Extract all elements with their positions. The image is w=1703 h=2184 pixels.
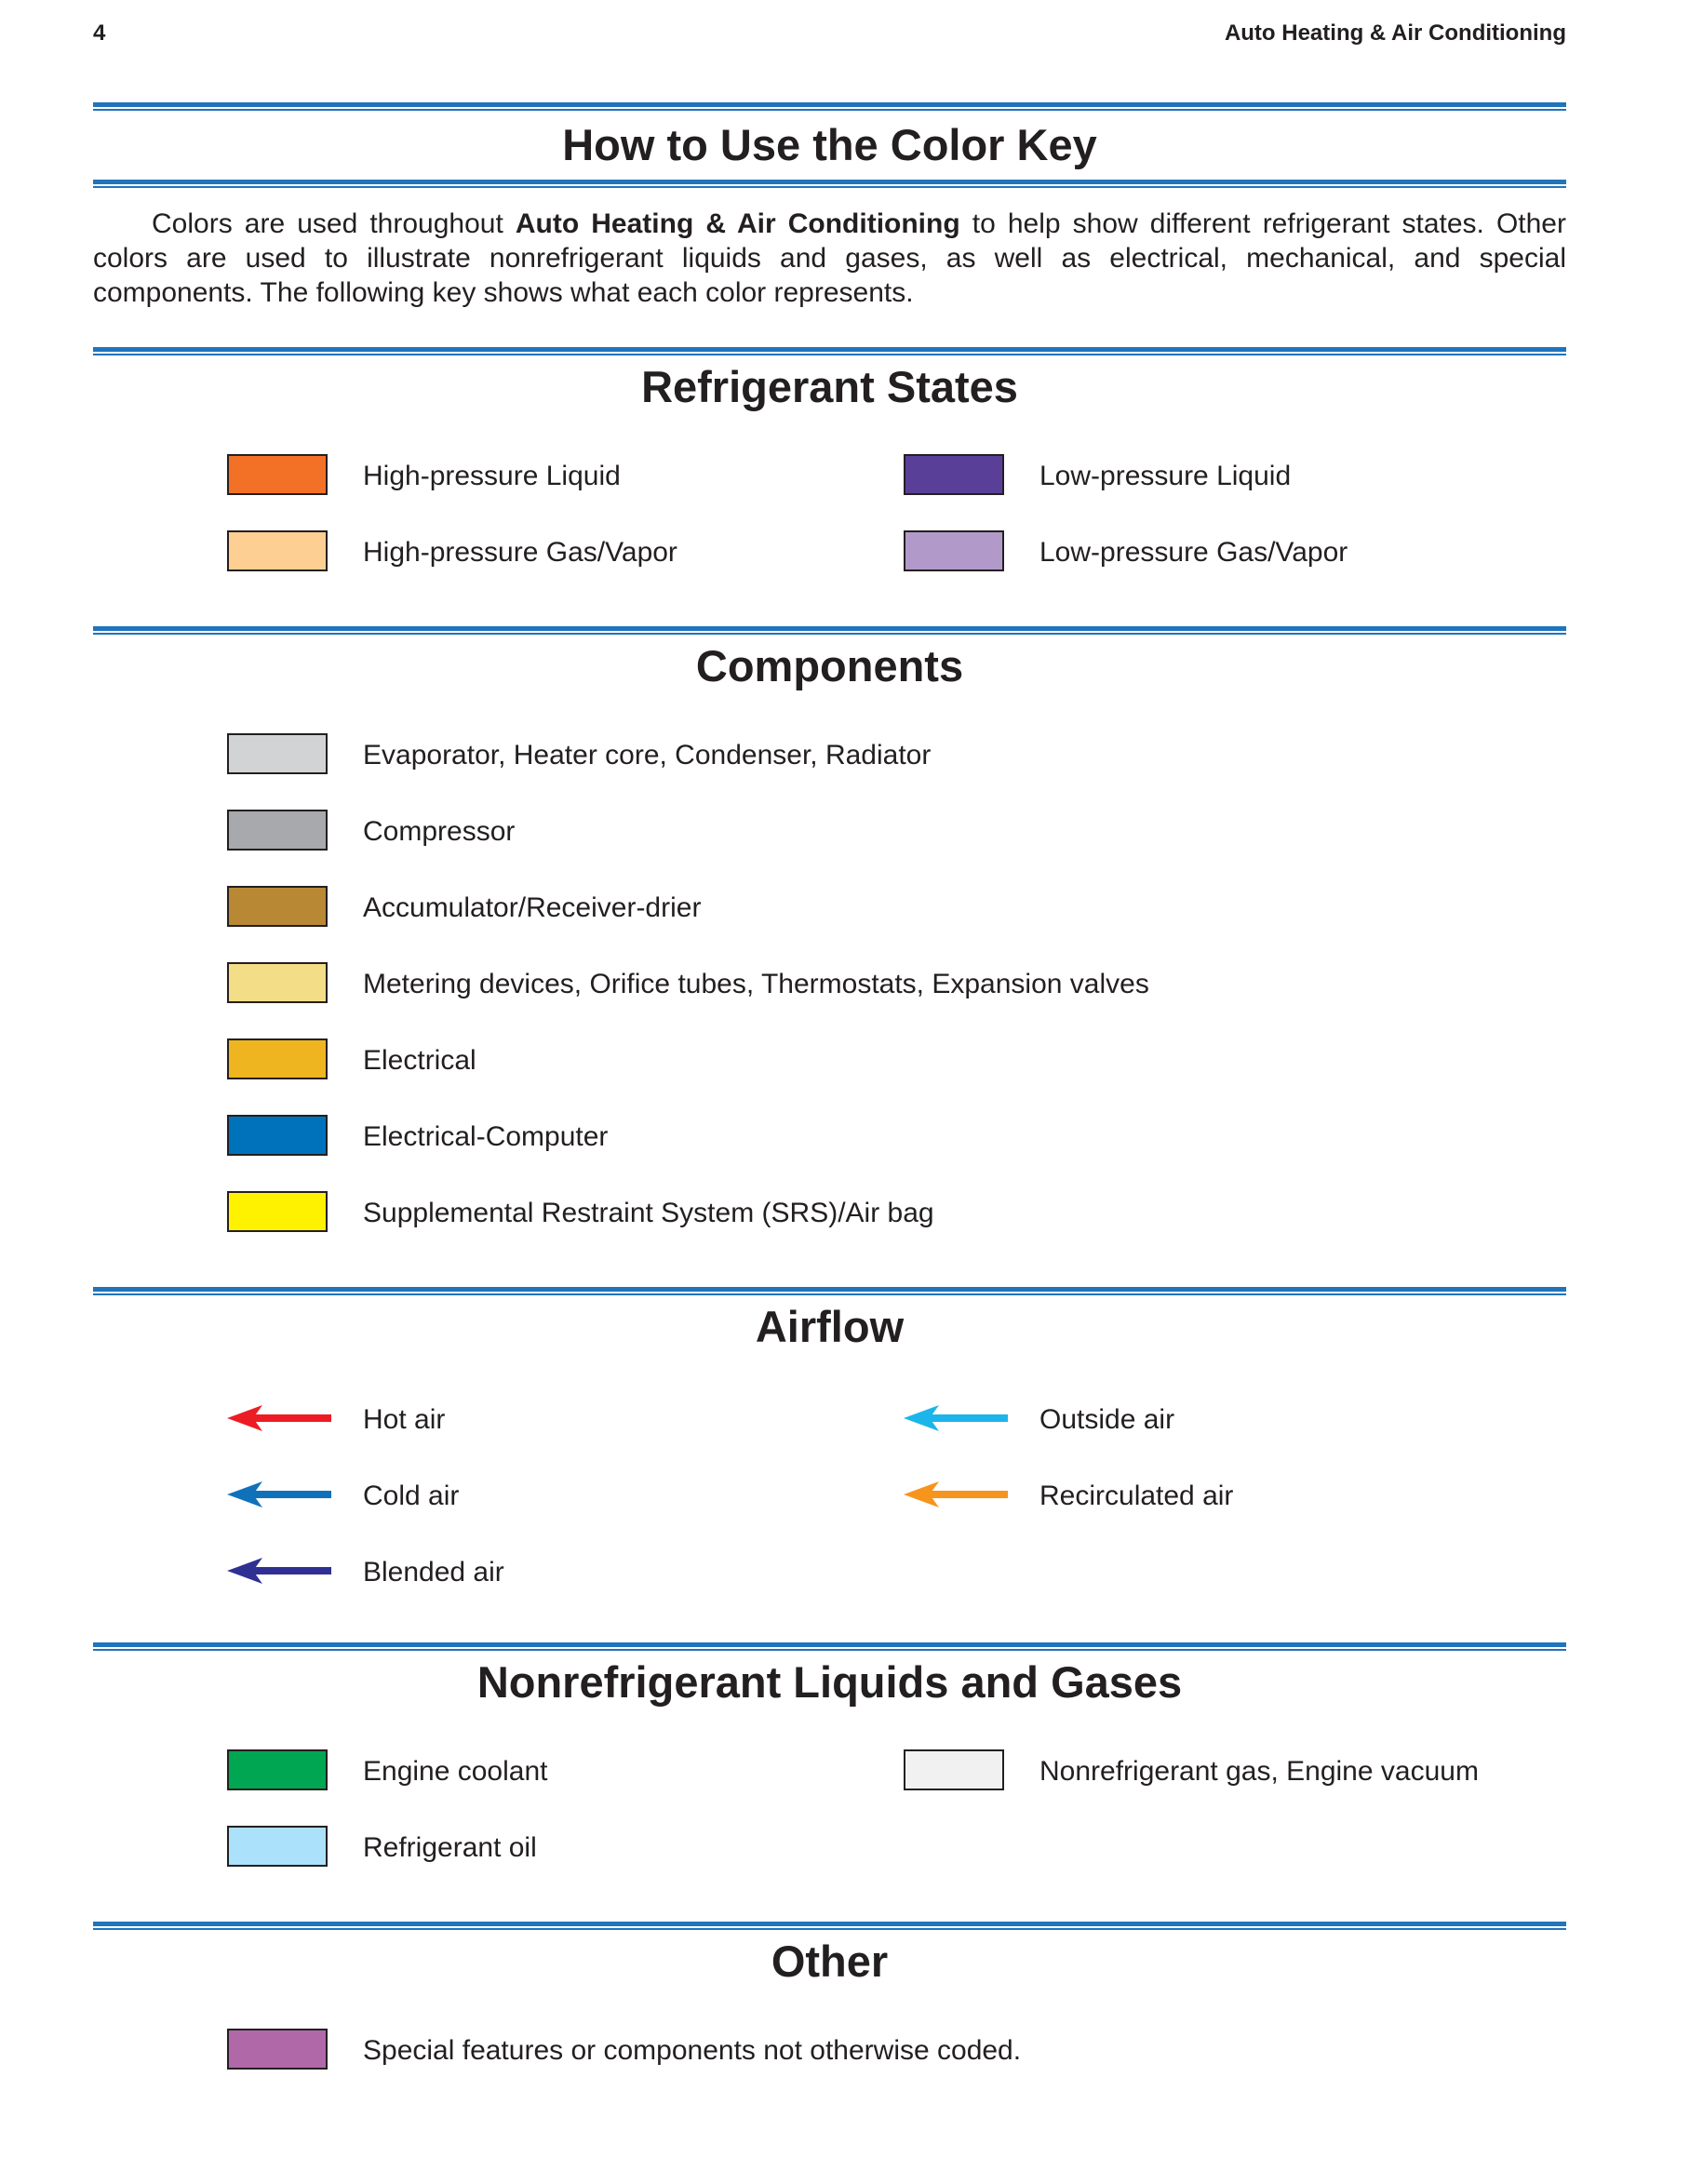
key-label: Electrical — [363, 1045, 476, 1076]
page-title: How to Use the Color Key — [562, 120, 1097, 169]
key-label: Hot air — [363, 1404, 446, 1435]
color-swatch — [227, 1191, 328, 1232]
section-title-other: Other — [771, 1936, 889, 1986]
color-swatch — [227, 810, 328, 851]
divider-rule — [93, 102, 1566, 112]
color-swatch — [227, 2029, 328, 2070]
key-label: Low-pressure Liquid — [1039, 461, 1292, 491]
key-label: Evaporator, Heater core, Condenser, Radiator — [363, 740, 932, 770]
key-label: Accumulator/Receiver-drier — [363, 892, 702, 923]
page-number: 4 — [93, 20, 106, 46]
key-label: Nonrefrigerant gas, Engine vacuum — [1039, 1756, 1479, 1787]
section-title-nonrefrigerant: Nonrefrigerant Liquids and Gases — [476, 1657, 1183, 1707]
key-label: Supplemental Restraint System (SRS)/Air bag — [363, 1198, 934, 1228]
running-title: Auto Heating & Air Conditioning — [1224, 20, 1566, 46]
color-swatch — [227, 733, 328, 774]
section-title-airflow: Airflow — [755, 1302, 905, 1351]
color-swatch — [227, 886, 328, 927]
key-label: Refrigerant oil — [363, 1832, 537, 1863]
key-label: Cold air — [363, 1481, 460, 1511]
key-label: Blended air — [363, 1557, 504, 1588]
left-arrow-icon — [904, 1401, 1008, 1435]
left-arrow-icon — [227, 1401, 331, 1435]
left-arrow-icon — [904, 1478, 1008, 1511]
section-title-components: Components — [695, 641, 964, 690]
key-label: Outside air — [1039, 1404, 1175, 1435]
key-label: Special features or components not otherwise coded. — [363, 2035, 1022, 2066]
divider-rule — [93, 1922, 1566, 1931]
color-swatch — [227, 1826, 328, 1867]
color-swatch — [227, 1038, 328, 1079]
divider-rule — [93, 180, 1566, 189]
intro-text-before: Colors are used throughout — [152, 208, 516, 239]
divider-rule — [93, 347, 1566, 356]
color-swatch — [904, 530, 1004, 571]
color-swatch — [227, 1749, 328, 1790]
key-label: High-pressure Liquid — [363, 461, 621, 491]
key-label: Recirculated air — [1039, 1481, 1234, 1511]
key-label: Compressor — [363, 816, 516, 847]
left-arrow-icon — [227, 1478, 331, 1511]
left-arrow-icon — [227, 1554, 331, 1588]
color-swatch — [904, 454, 1004, 495]
key-label: Engine coolant — [363, 1756, 548, 1787]
key-label: Low-pressure Gas/Vapor — [1039, 537, 1348, 568]
section-title-refrigerant-states: Refrigerant States — [641, 362, 1018, 411]
key-label: High-pressure Gas/Vapor — [363, 537, 677, 568]
intro-paragraph — [93, 207, 1566, 310]
color-swatch — [227, 1115, 328, 1156]
color-swatch — [227, 530, 328, 571]
intro-book-title: Auto Heating & Air Conditioning — [515, 208, 960, 239]
key-label: Electrical-Computer — [363, 1121, 609, 1152]
color-swatch — [227, 454, 328, 495]
divider-rule — [93, 1287, 1566, 1296]
divider-rule — [93, 1642, 1566, 1652]
intro-text-after: to help show different refrigerant states. Other colors are used to illustrate nonrefrigerant liquids and gases, as well as electrical, mechanical, and special components. The following key shows what each color represents. — [93, 208, 1566, 308]
color-swatch — [227, 962, 328, 1003]
key-label: Metering devices, Orifice tubes, Thermostats, Expansion valves — [363, 969, 1149, 999]
color-swatch — [904, 1749, 1004, 1790]
divider-rule — [93, 626, 1566, 636]
